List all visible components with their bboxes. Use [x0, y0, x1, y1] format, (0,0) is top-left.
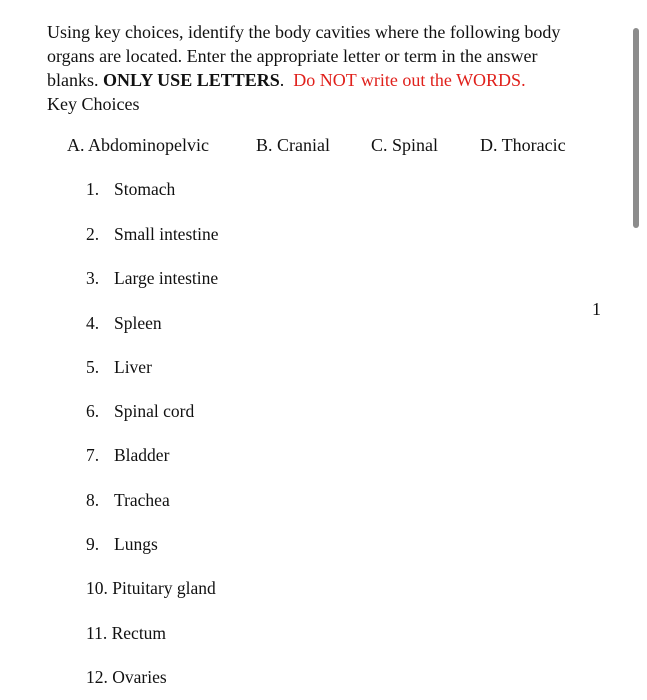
list-item: [86, 178, 175, 200]
item-number: 6.: [86, 401, 100, 421]
item-label: Large intestine: [114, 268, 219, 288]
instructions: [47, 20, 607, 116]
choice-b: B. Cranial: [256, 135, 330, 155]
instructions-period: .: [279, 70, 294, 90]
list-item: [86, 312, 162, 334]
instructions-line-1: Using key choices, identify the body cavities where the following body: [47, 22, 561, 42]
item-label: Trachea: [114, 490, 170, 510]
page-number: 1: [592, 299, 601, 319]
instructions-line-2: organs are located. Enter the appropriate letter or term in the answer: [47, 46, 538, 66]
list-item: [86, 223, 219, 245]
list-item: [86, 666, 167, 688]
list-item: [86, 577, 216, 599]
list-item: [86, 444, 169, 466]
item-label: Small intestine: [114, 224, 219, 244]
item-label: Liver: [114, 357, 152, 377]
item-label: Bladder: [114, 445, 170, 465]
list-item: [86, 489, 170, 511]
item-number: 5.: [86, 357, 100, 377]
item-number: 11.: [86, 623, 108, 643]
key-choices-heading: Key Choices: [47, 94, 140, 114]
list-item: [86, 533, 158, 555]
item-label: Spinal cord: [114, 401, 195, 421]
choice-c: C. Spinal: [371, 135, 439, 155]
only-letters-emphasis: ONLY USE LETTERS: [103, 70, 280, 90]
list-item: [86, 400, 194, 422]
vertical-scrollbar[interactable]: [633, 28, 639, 228]
warning-text: Do NOT write out the WORDS.: [293, 70, 526, 90]
item-label: Stomach: [114, 179, 176, 199]
item-number: 12.: [86, 667, 108, 687]
list-item: [86, 267, 218, 289]
item-number: 10.: [86, 578, 108, 598]
item-label: Ovaries: [112, 667, 167, 687]
item-number: 7.: [86, 445, 100, 465]
item-label: Pituitary gland: [112, 578, 216, 598]
item-number: 8.: [86, 490, 100, 510]
choice-d: D. Thoracic: [480, 135, 566, 155]
item-label: Lungs: [114, 534, 158, 554]
list-item: [86, 622, 166, 644]
item-label: Spleen: [114, 313, 162, 333]
item-number: 9.: [86, 534, 100, 554]
list-item: [86, 356, 152, 378]
item-label: Rectum: [111, 623, 167, 643]
choice-a: A. Abdominopelvic: [67, 135, 209, 155]
instructions-line-3: [47, 68, 607, 92]
instructions-blanks-text: blanks.: [47, 70, 103, 90]
item-number: 3.: [86, 268, 100, 288]
item-number: 1.: [86, 179, 100, 199]
item-number: 4.: [86, 313, 100, 333]
item-number: 2.: [86, 224, 100, 244]
